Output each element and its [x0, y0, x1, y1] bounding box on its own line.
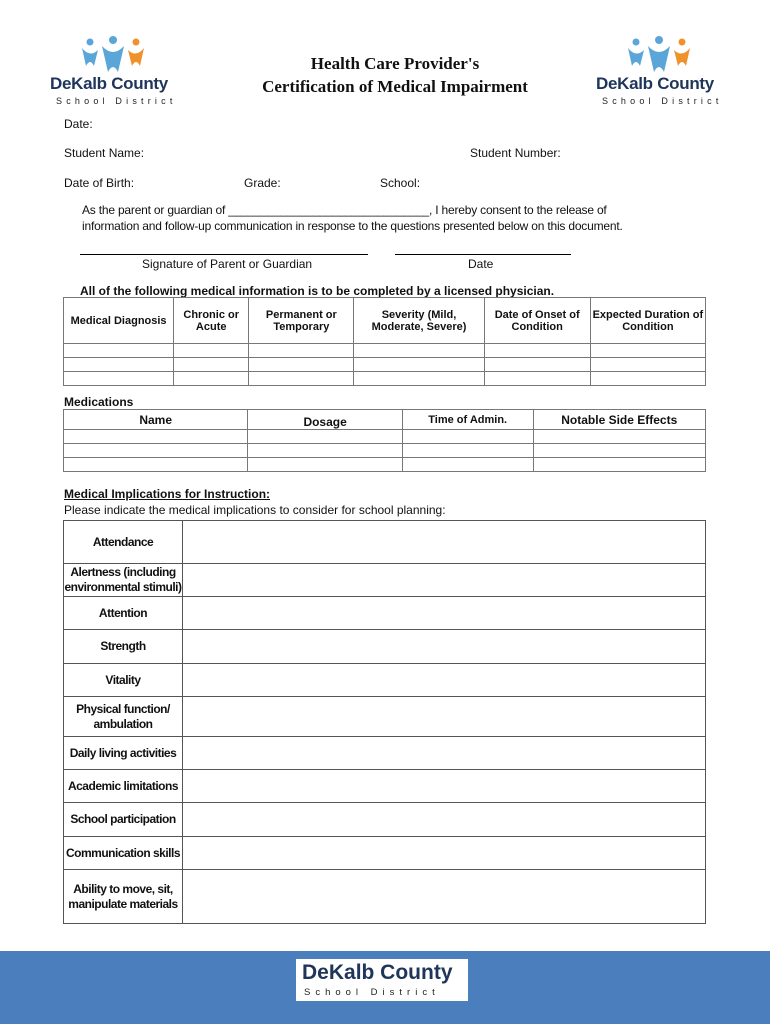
student-name-label: Student Name: [64, 146, 145, 160]
logo-right [596, 36, 726, 106]
signature-date-label: Date [468, 257, 494, 271]
col-chronic-acute: Chronic or Acute [174, 298, 249, 344]
medications-heading: Medications [64, 395, 134, 409]
people-logo-icon [78, 36, 148, 76]
row-label-communication: Communication skills [64, 837, 183, 870]
diagnosis-heading: All of the following medical information is to be completed by a licensed physician. [80, 284, 555, 298]
logo-brand: DeKalb County [50, 74, 168, 93]
table-row [64, 770, 706, 803]
implications-table [63, 520, 706, 924]
col-med-side-effects: Notable Side Effects [533, 410, 706, 430]
row-label-ability-move: Ability to move, sit, manipulate materials [64, 870, 183, 924]
logo-sub: School District [602, 96, 723, 106]
strength-field[interactable] [183, 630, 706, 664]
table-row [64, 564, 706, 597]
attendance-field[interactable] [183, 521, 706, 564]
signature-label: Signature of Parent or Guardian [142, 257, 313, 271]
physical-function-field[interactable] [183, 697, 706, 737]
implications-subheading: Please indicate the medical implications to consider for school planning: [64, 503, 446, 517]
table-row [64, 458, 706, 472]
table-row [64, 737, 706, 770]
participation-field[interactable] [183, 803, 706, 837]
academic-field[interactable] [183, 770, 706, 803]
diagnosis-table [63, 297, 706, 386]
table-row [64, 697, 706, 737]
page-title-line2: Certification of Medical Impairment [262, 77, 528, 96]
col-med-time: Time of Admin. [402, 410, 533, 430]
student-number-label: Student Number: [470, 146, 561, 160]
row-label-strength: Strength [64, 630, 183, 664]
medications-table [63, 409, 706, 472]
row-label-attention: Attention [64, 597, 183, 630]
col-medical-diagnosis: Medical Diagnosis [64, 298, 174, 344]
implications-heading: Medical Implications for Instruction: [64, 487, 271, 501]
table-row [64, 597, 706, 630]
footer-sub: School District [304, 987, 440, 998]
col-permanent-temporary: Permanent or Temporary [249, 298, 354, 344]
dob-label: Date of Birth: [64, 176, 135, 190]
row-label-physical-function: Physical function/ ambulation [64, 697, 183, 737]
grade-label: Grade: [244, 176, 281, 190]
signature-date-line[interactable] [395, 254, 571, 255]
footer-bar [0, 951, 770, 1024]
col-med-dosage: Dosage [248, 410, 403, 430]
row-label-alertness: Alertness (including environmental stimuli) [64, 564, 183, 597]
footer-brand: DeKalb County [302, 961, 453, 984]
col-date-onset: Date of Onset of Condition [484, 298, 590, 344]
row-label-attendance: Attendance [64, 521, 183, 564]
daily-living-field[interactable] [183, 737, 706, 770]
signature-line[interactable] [80, 254, 368, 255]
col-expected-duration: Expected Duration of Condition [590, 298, 705, 344]
consent-line2: information and follow-up communication in response to the questions presented below on this document. [82, 219, 623, 233]
page-title-line1: Health Care Provider's [310, 54, 480, 73]
vitality-field[interactable] [183, 664, 706, 697]
table-row [64, 344, 706, 358]
footer-logo [296, 959, 468, 1001]
table-row [64, 372, 706, 386]
col-severity: Severity (Mild, Moderate, Severe) [354, 298, 484, 344]
logo-left [50, 36, 180, 106]
table-row [64, 444, 706, 458]
ability-move-field[interactable] [183, 870, 706, 924]
date-label: Date: [64, 117, 93, 131]
logo-brand: DeKalb County [596, 74, 714, 93]
table-row [64, 837, 706, 870]
table-row [64, 521, 706, 564]
table-row [64, 664, 706, 697]
table-row [64, 358, 706, 372]
communication-field[interactable] [183, 837, 706, 870]
alertness-field[interactable] [183, 564, 706, 597]
school-label: School: [380, 176, 421, 190]
table-row [64, 870, 706, 924]
col-med-name: Name [64, 410, 248, 430]
table-row [64, 803, 706, 837]
row-label-vitality: Vitality [64, 664, 183, 697]
table-row [64, 630, 706, 664]
row-label-daily-living: Daily living activities [64, 737, 183, 770]
attention-field[interactable] [183, 597, 706, 630]
logo-sub: School District [56, 96, 177, 106]
row-label-participation: School participation [64, 803, 183, 837]
table-row [64, 430, 706, 444]
consent-line1: As the parent or guardian of _______________________________, I hereby consent to the release of [82, 203, 607, 217]
people-logo-icon [624, 36, 694, 76]
row-label-academic: Academic limitations [64, 770, 183, 803]
